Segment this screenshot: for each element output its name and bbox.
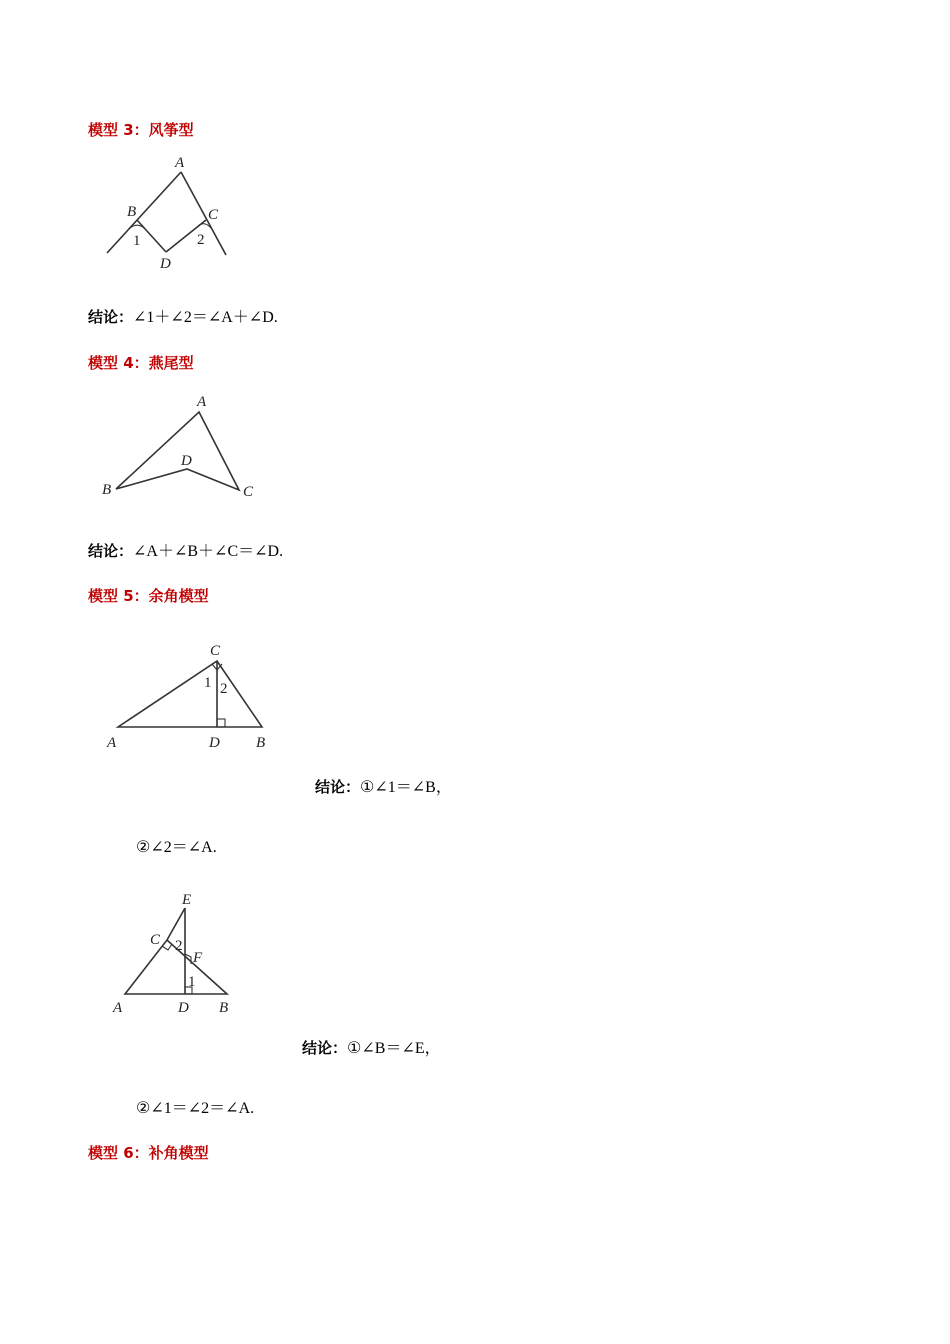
model3-conclusion-label: 结论： [88,308,134,326]
model5-conclusion2-line2 [136,1095,254,1118]
model5-conclusion2-text1: ①∠B＝∠E， [347,1040,441,1057]
angle1-label: 1 [188,974,196,990]
vertex-label-d: D [160,256,171,272]
line-ab-extended [107,172,181,253]
vertex-label-d: D [178,1000,189,1016]
dart-outline [116,412,239,490]
vertex-label-d: D [181,453,192,469]
vertex-label-a: A [175,155,185,171]
vertex-label-c: C [243,484,254,500]
model6-heading: 模型 6：补角模型 [88,1144,209,1162]
model5-conclusion1-line2 [136,834,217,857]
segment-ec [167,908,185,940]
model3-heading: 模型 3：风筝型 [88,121,194,139]
complementary-figure-1 [100,635,280,755]
model4-heading: 模型 4：燕尾型 [88,354,194,372]
angle1-label: 1 [133,233,141,249]
dart-diagram [95,390,265,505]
vertex-label-a: A [107,735,117,751]
angle2-label: 2 [220,681,228,697]
model5-conclusion1-text1: ①∠1＝∠B， [360,779,452,796]
model4-conclusion [88,538,283,561]
model5-conclusion2-label: 结论： [302,1039,348,1057]
model5-conclusion2-line1 [302,1035,441,1058]
model3-conclusion-text: ∠1＋∠2＝∠A＋∠D. [133,309,278,326]
angle2-label: 2 [197,232,205,248]
model4-conclusion-label: 结论： [88,542,134,560]
vertex-label-a: A [113,1000,123,1016]
vertex-label-b: B [256,735,266,751]
model5-conclusion1-text2: ②∠2＝∠A. [136,839,217,856]
model5-conclusion1-line1 [315,774,452,797]
vertex-label-b: B [127,204,137,220]
vertex-label-e: E [182,892,192,908]
model3-conclusion [88,304,278,327]
dart-figure [95,390,265,505]
triangle-abc [118,661,262,727]
model5-conclusion2-text2: ②∠1＝∠2＝∠A. [136,1100,255,1117]
segment-bd [137,220,166,252]
complementary-figure-2 [105,890,245,1020]
vertex-label-f: F [193,950,203,966]
vertex-label-b: B [219,1000,229,1016]
right-triangle-altitude-diagram [100,635,280,755]
vertex-label-c: C [150,932,161,948]
kite-figure [100,150,240,275]
model5-heading: 模型 5：余角模型 [88,587,209,605]
model4-conclusion-text: ∠A＋∠B＋∠C＝∠D. [133,543,284,560]
vertex-label-c: C [210,643,221,659]
vertex-label-a: A [197,394,207,410]
model5-conclusion1-label: 结论： [315,778,361,796]
angle1-label: 1 [204,675,212,691]
vertex-label-d: D [209,735,220,751]
right-angle-mark-d [217,719,225,727]
double-right-triangle-diagram [105,890,245,1020]
vertex-label-b: B [102,482,112,498]
vertex-label-c: C [208,207,219,223]
kite-diagram [100,150,240,275]
angle2-label: 2 [175,938,183,954]
